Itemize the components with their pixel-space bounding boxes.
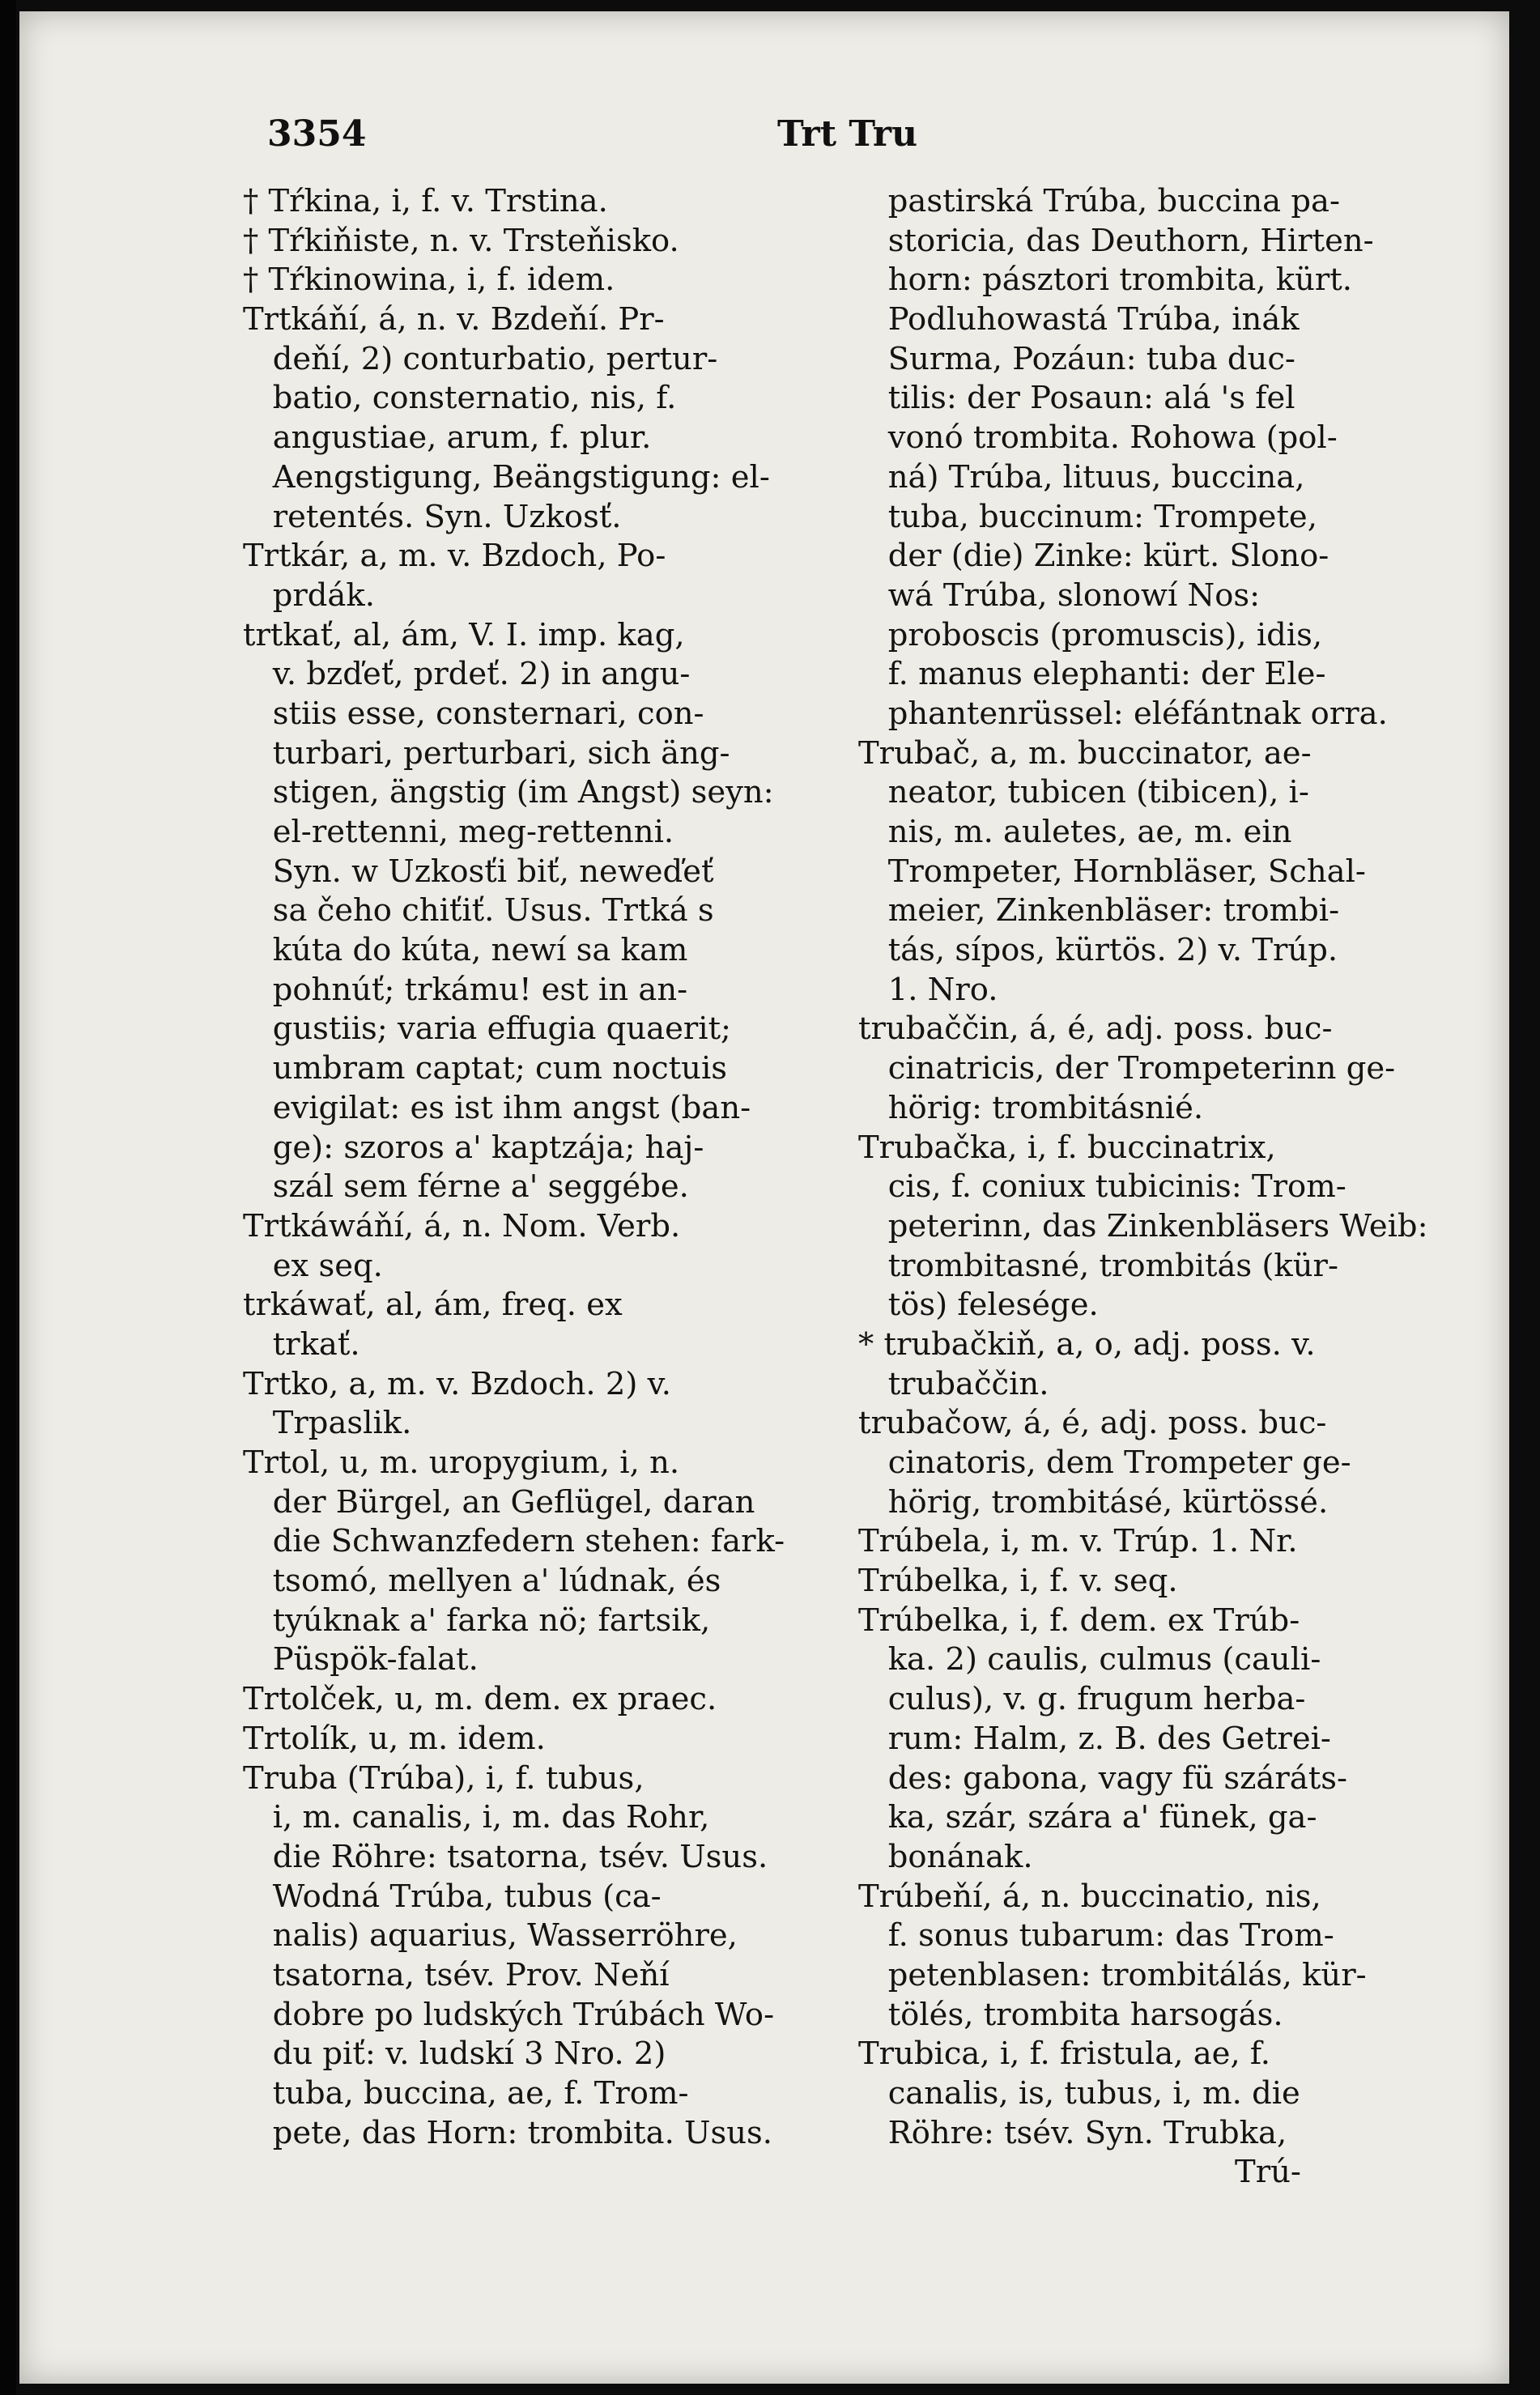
entry-line: trombitasné, trombitás (kür- <box>858 1247 1338 1284</box>
entry-line: Trpaslik. <box>243 1405 412 1442</box>
entry-line: tös) felesége. <box>858 1287 1099 1324</box>
entry-line: Syn. w Uzkosťi biť, neweďeť <box>243 853 714 890</box>
scan-dark-edge <box>0 0 16 2395</box>
entry-line: 1. Nro. <box>858 971 998 1008</box>
entry-line: Trúbelka, i, f. dem. ex Trúb- <box>858 1602 1300 1639</box>
entry-line: trubaččin, á, é, adj. poss. buc- <box>858 1010 1333 1048</box>
entry-line: wá Trúba, slonowí Nos: <box>858 576 1261 614</box>
entry-line: ka, szár, szára a' fünek, ga- <box>858 1799 1317 1836</box>
entry-line: pete, das Horn: trombita. Usus. <box>243 2114 773 2151</box>
entry-line: tölés, trombita harsogás. <box>858 1996 1283 2033</box>
entry-line: sa čeho chiťiť. Usus. Trtká s <box>243 892 714 929</box>
entry-line: deňí, 2) conturbatio, pertur- <box>243 340 718 377</box>
entry-line: retentés. Syn. Uzkosť. <box>243 498 622 535</box>
entry-line: rum: Halm, z. B. des Getrei- <box>858 1720 1331 1757</box>
entry-line: Trtkáwáňí, á, n. Nom. Verb. <box>243 1207 681 1244</box>
entry-line: v. bzďeť, prdeť. 2) in angu- <box>243 656 691 693</box>
entry-line: stiis esse, consternari, con- <box>243 695 704 732</box>
entry-line: nis, m. auletes, ae, m. ein <box>858 814 1292 850</box>
entry-line: trubaččin. <box>858 1365 1049 1402</box>
entry-line: peterinn, das Zinkenbläsers Weib: <box>858 1207 1428 1244</box>
entry-line: ka. 2) caulis, culmus (cauli- <box>858 1641 1321 1678</box>
entry-line: trkáwať, al, ám, freq. ex <box>243 1287 623 1324</box>
entry-line: Püspök-falat. <box>243 1641 479 1678</box>
entry-line: pastirská Trúba, buccina pa- <box>858 183 1340 219</box>
entry-line: du piť: v. ludskí 3 Nro. 2) <box>243 2036 666 2073</box>
entry-line: angustiae, arum, f. plur. <box>243 419 652 457</box>
left-column <box>243 182 834 2153</box>
entry-line: Truba (Trúba), i, f. tubus, <box>243 1759 645 1797</box>
entry-line: cinatricis, der Trompeterinn ge- <box>858 1050 1396 1087</box>
entry-line: storicia, das Deuthorn, Hirten- <box>858 222 1374 259</box>
entry-line: tsatorna, tsév. Prov. Neňí <box>243 1956 670 1993</box>
entry-line: der (die) Zinke: kürt. Slono- <box>858 538 1329 575</box>
entry-line: szál sem férne a' seggébe. <box>243 1168 689 1206</box>
entry-line: nalis) aquarius, Wasserröhre, <box>243 1917 738 1955</box>
entry-line: der Bürgel, an Geflügel, daran <box>243 1483 755 1521</box>
entry-line: † Tŕkina, i, f. v. Trstina. <box>243 183 608 219</box>
entry-line: Trú- <box>858 2154 1301 2191</box>
entry-line: † Tŕkinowina, i, f. idem. <box>243 262 615 299</box>
entry-line: Trúbelka, i, f. v. seq. <box>858 1563 1178 1600</box>
entry-line: el-rettenni, meg-rettenni. <box>243 814 674 850</box>
entry-line: tuba, buccina, ae, f. Trom- <box>243 2075 689 2112</box>
entry-line: ná) Trúba, lituus, buccina, <box>858 458 1305 496</box>
entry-line: horn: pásztori trombita, kürt. <box>858 262 1353 299</box>
entry-line: Trúbela, i, m. v. Trúp. 1. Nr. <box>858 1523 1298 1560</box>
entry-line: prdák. <box>243 576 375 614</box>
page-header <box>267 113 1506 162</box>
entry-line: petenblasen: trombitálás, kür- <box>858 1956 1367 1993</box>
entry-line: tilis: der Posaun: alá 's fel <box>858 380 1295 417</box>
entry-line: die Röhre: tsatorna, tsév. Usus. <box>243 1838 768 1875</box>
entry-line: Trubica, i, f. fristula, ae, f. <box>858 2036 1271 2073</box>
right-column <box>858 182 1506 2193</box>
entry-line: canalis, is, tubus, i, m. die <box>858 2075 1300 2112</box>
entry-line: bonának. <box>858 1838 1033 1875</box>
entry-line: trkať. <box>243 1325 360 1363</box>
entry-line: f. manus elephanti: der Ele- <box>858 656 1326 693</box>
entry-line: Trtko, a, m. v. Bzdoch. 2) v. <box>243 1365 672 1402</box>
entry-line: Trtolík, u, m. idem. <box>243 1720 546 1757</box>
entry-line: Aengstigung, Beängstigung: el- <box>243 458 770 496</box>
entry-line: culus), v. g. frugum herba- <box>858 1681 1306 1718</box>
entry-line: dobre po ludských Trúbách Wo- <box>243 1996 775 2033</box>
entry-line: hörig, trombitásé, kürtössé. <box>858 1483 1329 1521</box>
page-number: 3354 <box>267 113 367 155</box>
entry-line: neator, tubicen (tibicen), i- <box>858 774 1309 811</box>
entry-line: tyúknak a' farka nö; fartsik, <box>243 1602 711 1639</box>
entry-line: Podluhowastá Trúba, inák <box>858 301 1300 338</box>
entry-line: ge): szoros a' kaptzája; haj- <box>243 1129 704 1166</box>
entry-line: phantenrüssel: eléfántnak orra. <box>858 695 1388 732</box>
entry-line: hörig: trombitásnié. <box>858 1089 1204 1126</box>
entry-line: Trtolček, u, m. dem. ex praec. <box>243 1681 717 1718</box>
entry-line: trtkať, al, ám, V. I. imp. kag, <box>243 616 685 653</box>
entry-line: des: gabona, vagy fü száráts- <box>858 1759 1347 1797</box>
entry-line: i, m. canalis, i, m. das Rohr, <box>243 1799 710 1836</box>
entry-line: † Tŕkiňiste, n. v. Trsteňisko. <box>243 222 679 259</box>
entry-line: tsomó, mellyen a' lúdnak, és <box>243 1563 721 1600</box>
entry-line: f. sonus tubarum: das Trom- <box>858 1917 1334 1955</box>
entry-line: die Schwanzfedern stehen: fark- <box>243 1523 785 1560</box>
running-head: Trt Tru <box>777 113 918 155</box>
entry-line: Wodná Trúba, tubus (ca- <box>243 1878 662 1915</box>
entry-line: stigen, ängstig (im Angst) seyn: <box>243 774 774 811</box>
entry-line: kúta do kúta, newí sa kam <box>243 932 688 969</box>
entry-line: Trubač, a, m. buccinator, ae- <box>858 734 1312 772</box>
entry-line: proboscis (promuscis), idis, <box>858 616 1323 653</box>
entry-line: meier, Zinkenbläser: trombi- <box>858 892 1340 929</box>
entry-line: batio, consternatio, nis, f. <box>243 380 677 417</box>
entry-line: Röhre: tsév. Syn. Trubka, <box>858 2114 1287 2151</box>
entry-line: tás, sípos, kürtös. 2) v. Trúp. <box>858 932 1338 969</box>
entry-line: Trtkáňí, á, n. v. Bzdeňí. Pr- <box>243 301 665 338</box>
entry-line: Trompeter, Hornbläser, Schal- <box>858 853 1366 890</box>
entry-line: tuba, buccinum: Trompete, <box>858 498 1317 535</box>
entry-line: Trtkár, a, m. v. Bzdoch, Po- <box>243 538 666 575</box>
entry-line: umbram captat; cum noctuis <box>243 1050 728 1087</box>
entry-line: * trubačkiň, a, o, adj. poss. v. <box>858 1325 1316 1363</box>
entry-line: Surma, Pozáun: tuba duc- <box>858 340 1295 377</box>
entry-line: cinatoris, dem Trompeter ge- <box>858 1444 1351 1481</box>
entry-line: vonó trombita. Rohowa (pol- <box>858 419 1338 457</box>
entry-line: ex seq. <box>243 1247 383 1284</box>
entry-line: pohnúť; trkámu! est in an- <box>243 971 688 1008</box>
entry-line: gustiis; varia effugia quaerit; <box>243 1010 732 1048</box>
entry-line: Trúbeňí, á, n. buccinatio, nis, <box>858 1878 1321 1915</box>
entry-line: trubačow, á, é, adj. poss. buc- <box>858 1405 1327 1442</box>
entry-line: turbari, perturbari, sich äng- <box>243 734 730 772</box>
entry-line: Trubačka, i, f. buccinatrix, <box>858 1129 1276 1166</box>
entry-line: evigilat: es ist ihm angst (ban- <box>243 1089 751 1126</box>
entry-line: Trtol, u, m. uropygium, i, n. <box>243 1444 680 1481</box>
entry-line: cis, f. coniux tubicinis: Trom- <box>858 1168 1346 1206</box>
